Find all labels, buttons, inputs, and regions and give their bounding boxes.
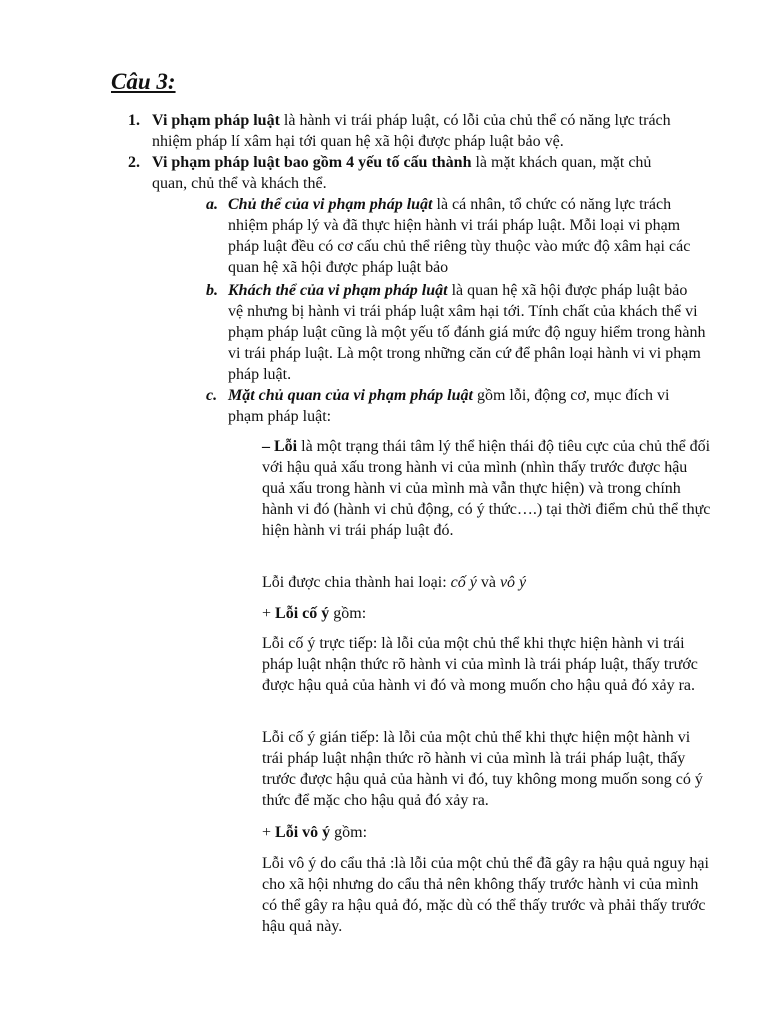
co-y-gian-tiep-paragraph: Lỗi cố ý gián tiếp: là lỗi của một chủ thể khi thực hiện một hành vi trái pháp luật nhận thức rõ hành vi của mình là trái pháp luật, thấy trước được hậu quả của hành vi đó, tuy không mong muốn song có ý thức để mặc cho hậu quả đó xảy ra. (262, 729, 703, 809)
loi-paragraph (262, 436, 712, 541)
co-y-truc-tiep-paragraph: Lỗi cố ý trực tiếp: là lỗi của một chủ thể khi thực hiện hành vi trái pháp luật nhận thức rõ hành vi của mình là trái pháp luật, thấy trước được hậu quả của hành vi đó và mong muốn cho hậu quả đó xảy ra. (262, 635, 698, 694)
plus-marker: + (262, 824, 276, 841)
list-item-1 (128, 110, 688, 152)
list-number: 2. (128, 154, 140, 171)
loi-types-text: Lỗi được chia thành hai loại: (262, 574, 451, 591)
dash-marker: – (262, 438, 274, 455)
vo-y-heading (262, 822, 712, 843)
term-bold: Vi phạm pháp luật bao gồm 4 yếu tố cấu thành (152, 154, 472, 171)
list-item-body (152, 152, 688, 194)
definition-text: là mặt khách quan, mặt chủ quan, chủ thể và khách thể. (152, 154, 652, 192)
type-co-y: cố ý (450, 574, 477, 591)
sub-item-body (228, 385, 706, 427)
sub-item-body (228, 194, 706, 278)
definition-text: là một trạng thái tâm lý thể hiện thái độ tiêu cực của chủ thể đối với hậu quả xấu trong hành vi của mình (nhìn thấy trước được hậu quả xấu trong hành vi của mình mà vẫn thực hiện) và trong chính hành vi đó (hành vi chủ động, có ý thức….) tại thời điểm chủ thể thực hiện hành vi trái pháp luật đó. (262, 438, 711, 539)
sub-item-body (228, 280, 706, 385)
term-bold: Lỗi (274, 438, 298, 455)
co-y-heading (262, 603, 712, 624)
term-bold: Vi phạm pháp luật (152, 112, 280, 129)
term-bold-italic: Mặt chủ quan của vi phạm pháp luật (228, 387, 473, 404)
term-bold-italic: Khách thể của vi phạm pháp luật (228, 282, 448, 299)
list-item-2 (128, 152, 688, 194)
heading-suffix: gồm: (330, 824, 368, 841)
vo-y-cau-tha-paragraph: Lỗi vô ý do cẩu thả :là lỗi của một chủ thể đã gây ra hậu quả nguy hại cho xã hội nhưng do cẩu thả nên không thấy trước hành vi của mình có thể gây ra hậu quả đó, mặc dù có thể thấy trước và phải thấy trước hậu quả này. (262, 855, 709, 935)
type-vo-y: vô ý (499, 574, 527, 591)
term-bold-italic: Chủ thể của vi phạm pháp luật (228, 196, 433, 213)
sub-item-b (206, 280, 706, 385)
conjunction: và (476, 574, 500, 591)
plus-marker: + (262, 605, 276, 622)
definition-text: gồm lỗi, động cơ, mục đích vi phạm pháp luật: (228, 387, 670, 425)
sub-letter: a. (206, 196, 218, 213)
list-number: 1. (128, 112, 140, 129)
definition-text: là cá nhân, tổ chức có năng lực trách nhiệm pháp lý và đã thực hiện hành vi trái pháp luật. Mỗi loại vi phạm pháp luật đều có cơ cấu chủ thể riêng tùy thuộc vào mức độ xâm hại các quan hệ xã hội được pháp luật bảo (228, 196, 691, 276)
question-title: Câu 3: (111, 69, 176, 94)
sub-letter: b. (206, 282, 218, 299)
sub-item-c (206, 385, 706, 427)
definition-text: là hành vi trái pháp luật, có lỗi của chủ thể có năng lực trách nhiệm pháp lí xâm hại tới quan hệ xã hội được pháp luật bảo vệ. (152, 112, 671, 150)
definition-text: là quan hệ xã hội được pháp luật bảo vệ nhưng bị hành vi trái pháp luật xâm hại tới. Tính chất của khách thể vi phạm pháp luật cũng là một yếu tố đánh giá mức độ nguy hiểm trong hành vi trái pháp luật. Là một trong những căn cứ để phân loại hành vi vi phạm pháp luật. (228, 282, 706, 383)
sub-letter: c. (206, 387, 218, 404)
loi-types-paragraph (262, 572, 712, 593)
heading-suffix: gồm: (329, 605, 367, 622)
term-bold: Lỗi cố ý (275, 605, 330, 622)
list-item-body (152, 110, 688, 152)
term-bold: Lỗi vô ý (275, 824, 331, 841)
sub-item-a (206, 194, 706, 278)
